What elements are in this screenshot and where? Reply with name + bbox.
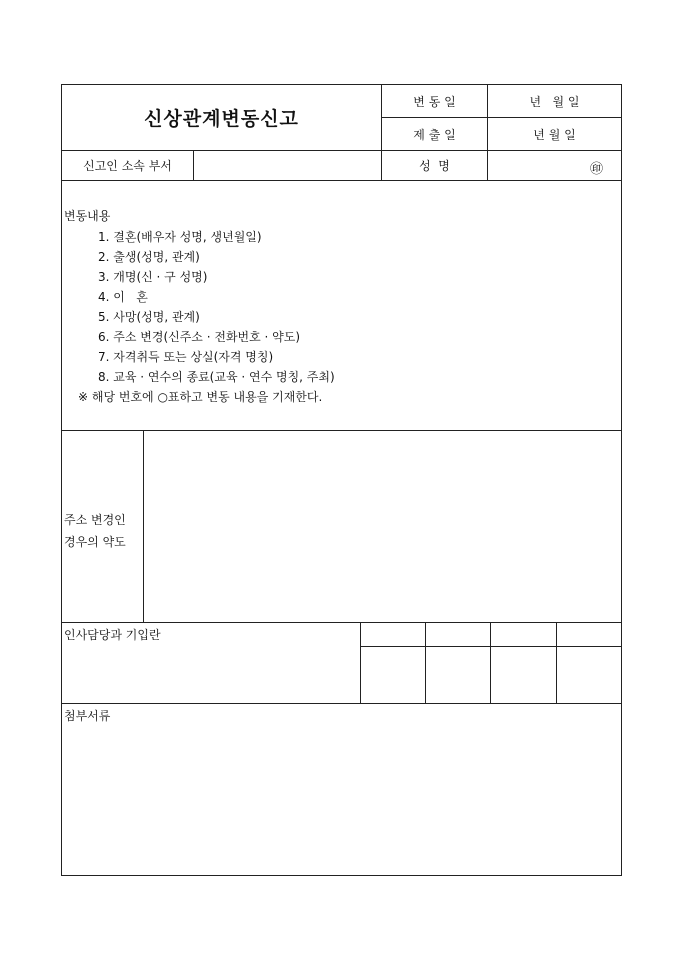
- hr-approval-header-4[interactable]: [556, 622, 622, 647]
- form-title: 신상관계변동신고: [144, 108, 299, 130]
- changes-heading: 변동내용: [64, 209, 111, 223]
- change-item-1[interactable]: 1. 결혼(배우자 성명, 생년월일): [98, 230, 262, 244]
- map-label-line1: 주소 변경인: [64, 513, 126, 527]
- change-item-2[interactable]: 2. 출생(성명, 관계): [98, 250, 200, 264]
- attachments-section[interactable]: [61, 703, 622, 876]
- dept-label: 신고인 소속 부서: [83, 159, 172, 173]
- change-date-value: 년 월 일: [529, 94, 580, 109]
- hr-section-label: 인사담당과 기입란: [64, 628, 161, 642]
- name-field[interactable]: [487, 150, 622, 181]
- change-item-5[interactable]: 5. 사망(성명, 관계): [98, 310, 200, 324]
- change-date-field[interactable]: [487, 84, 622, 118]
- change-item-3[interactable]: 3. 개명(신 · 구 성명): [98, 270, 208, 284]
- submit-date-value: 년 월 일: [533, 127, 576, 142]
- submit-date-label-cell: [381, 117, 488, 151]
- change-date-label-cell: [381, 84, 488, 118]
- change-date-label: 변 동 일: [413, 94, 456, 109]
- name-label: 성 명: [419, 159, 450, 173]
- name-label-cell: [381, 150, 488, 181]
- dept-label-cell: [61, 150, 194, 181]
- hr-approval-sign-3[interactable]: [490, 646, 557, 704]
- hr-approval-header-1[interactable]: [360, 622, 426, 647]
- hr-approval-sign-1[interactable]: [360, 646, 426, 704]
- changes-note: ※ 해당 번호에 ○표하고 변동 내용을 기재한다.: [78, 390, 323, 404]
- seal-icon: ㊞: [589, 162, 603, 177]
- map-label-cell: [61, 430, 144, 623]
- change-item-7[interactable]: 7. 자격취득 또는 상실(자격 명칭): [98, 350, 274, 364]
- attachments-label: 첨부서류: [64, 709, 111, 723]
- hr-approval-header-3[interactable]: [490, 622, 557, 647]
- hr-approval-sign-2[interactable]: [425, 646, 491, 704]
- change-item-6[interactable]: 6. 주소 변경(신주소 · 전화번호 · 약도): [98, 330, 301, 344]
- hr-approval-header-2[interactable]: [425, 622, 491, 647]
- submit-date-field[interactable]: [487, 117, 622, 151]
- submit-date-label: 제 출 일: [413, 127, 456, 142]
- change-item-4[interactable]: 4. 이 혼: [98, 290, 148, 304]
- changes-section: [61, 180, 622, 431]
- change-item-8[interactable]: 8. 교육 · 연수의 종료(교육 · 연수 명칭, 주최): [98, 370, 335, 384]
- form-title-cell: [61, 84, 382, 151]
- hr-approval-sign-4[interactable]: [556, 646, 622, 704]
- map-drawing-area[interactable]: [143, 430, 622, 623]
- hr-label-cell: [61, 622, 361, 704]
- map-label-line2: 경우의 약도: [64, 535, 126, 549]
- dept-field[interactable]: [193, 150, 382, 181]
